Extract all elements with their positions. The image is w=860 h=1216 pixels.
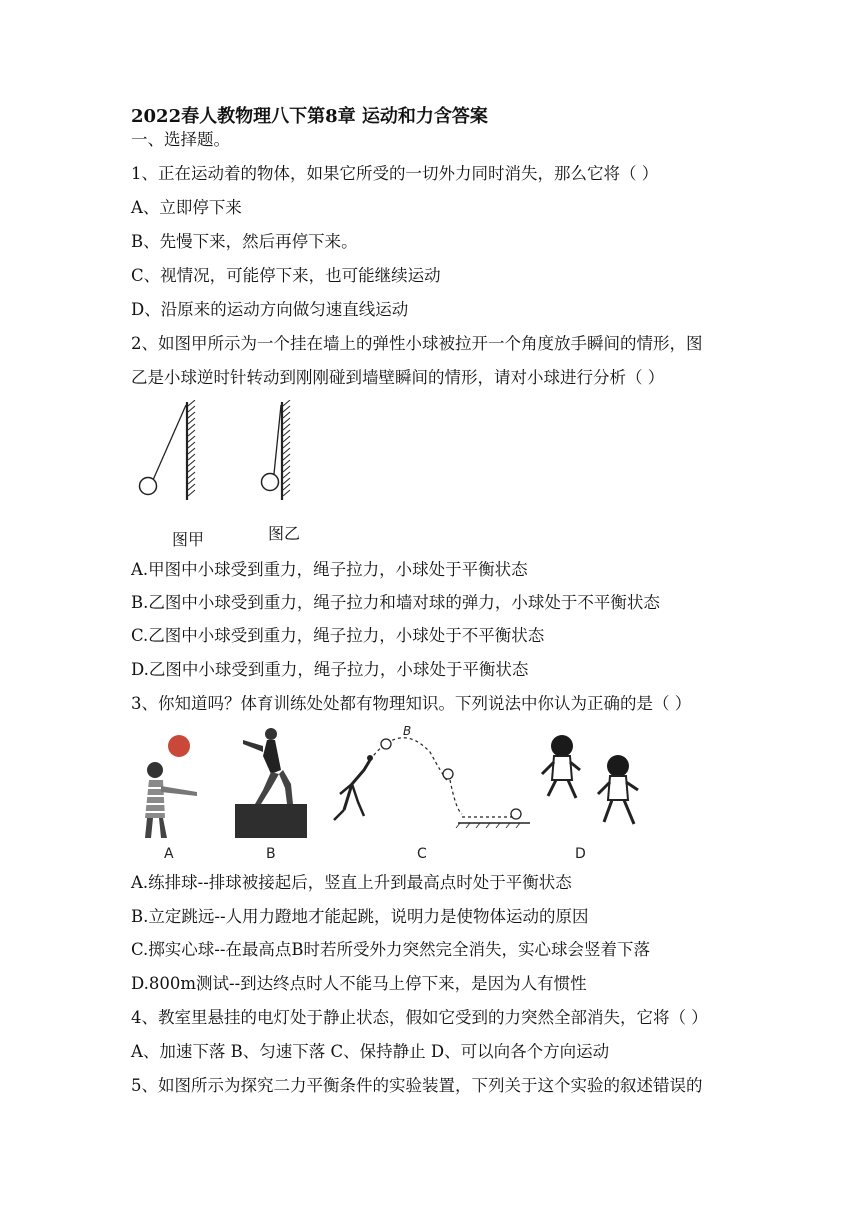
q1-stem: 1、正在运动着的物体，如果它所受的一切外力同时消失，那么它将（ ） <box>131 164 659 183</box>
figure-label-jia: 图甲 <box>172 530 205 549</box>
trajectory-point-b: B <box>403 724 412 738</box>
q4-options: A、加速下落 B、匀速下落 C、保持静止 D、可以向各个方向运动 <box>131 1042 610 1061</box>
q1-option-c: C、视情况，可能停下来，也可能继续运动 <box>131 266 441 285</box>
runners-illustration <box>540 732 660 832</box>
q1-option-d: D、沿原来的运动方向做匀速直线运动 <box>131 300 409 319</box>
q2-option-c: C.乙图中小球受到重力，绳子拉力，小球处于不平衡状态 <box>131 626 545 645</box>
q2-stem-line1: 2、如图甲所示为一个挂在墙上的弹性小球被拉开一个角度放手瞬间的情形，图 <box>131 334 703 353</box>
picture-label-b: B <box>266 846 276 862</box>
document-title: 2022春人教物理八下第8章 运动和力含答案 <box>131 106 488 127</box>
q2-option-b: B.乙图中小球受到重力，绳子拉力和墙对球的弹力，小球处于不平衡状态 <box>131 593 660 612</box>
q1-option-a: A、立即停下来 <box>131 198 242 217</box>
volleyball-player-illustration <box>131 730 211 840</box>
figure-label-yi: 图乙 <box>268 524 301 543</box>
q3-option-a: A.练排球--排球被接起后，竖直上升到最高点时处于平衡状态 <box>131 873 572 892</box>
shot-put-trajectory-illustration <box>320 724 530 830</box>
q3-option-d: D.800m测试--到达终点时人不能马上停下来，是因为人有惯性 <box>131 974 587 993</box>
q3-option-c: C.掷实心球--在最高点B时若所受外力突然完全消失，实心球会竖着下落 <box>131 940 651 959</box>
pendulum-figure-jia <box>131 400 211 510</box>
q3-option-b: B.立定跳远--人用力蹬地才能起跳，说明力是使物体运动的原因 <box>131 907 589 926</box>
q2-stem-line2: 乙是小球逆时针转动到刚刚碰到墙壁瞬间的情形，请对小球进行分析（ ） <box>131 368 665 387</box>
picture-label-a: A <box>164 846 174 862</box>
picture-label-d: D <box>575 846 586 862</box>
q2-option-d: D.乙图中小球受到重力，绳子拉力，小球处于平衡状态 <box>131 660 529 679</box>
section-heading: 一、选择题。 <box>131 130 230 149</box>
q2-option-a: A.甲图中小球受到重力，绳子拉力，小球处于平衡状态 <box>131 560 528 579</box>
q5-stem: 5、如图所示为探究二力平衡条件的实验装置，下列关于这个实验的叙述错误的 <box>131 1076 703 1095</box>
standing-jump-illustration <box>235 726 307 838</box>
q1-option-b: B、先慢下来，然后再停下来。 <box>131 232 358 251</box>
q4-stem: 4、教室里悬挂的电灯处于静止状态，假如它受到的力突然全部消失，它将（ ） <box>131 1008 708 1027</box>
picture-label-c: C <box>417 846 427 862</box>
q3-stem: 3、你知道吗？体育训练处处都有物理知识。下列说法中你认为正确的是（ ） <box>131 694 692 713</box>
pendulum-figure-yi <box>252 400 312 510</box>
